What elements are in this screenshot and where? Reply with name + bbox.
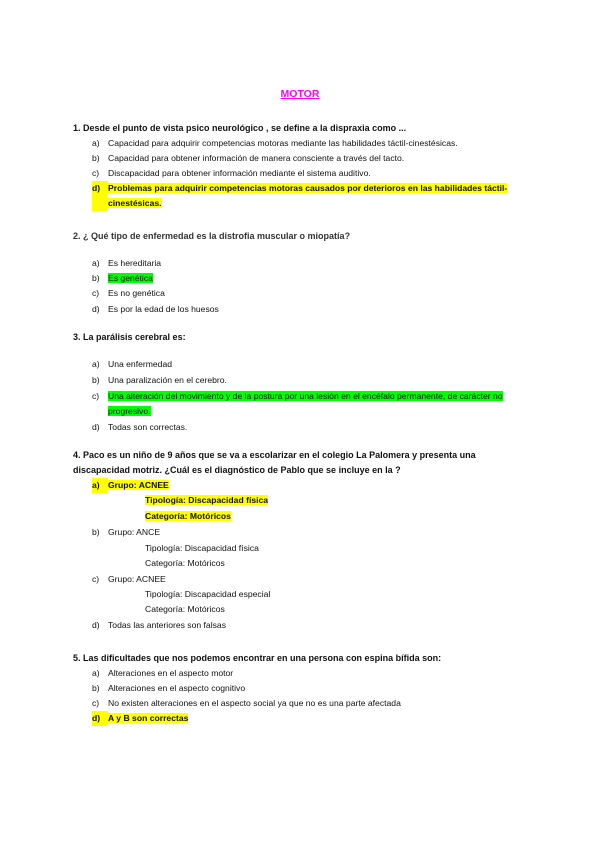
option-label: d) [92,711,108,726]
option-label: a) [92,478,108,493]
q4-option-c [92,572,532,587]
q3-option-c [92,389,532,419]
option-label: b) [92,153,100,163]
option-text-highlighted: Problemas para adquirir competencias motoras causados por deterioros en las habilidades táctil-cinestésicas. [108,183,508,208]
q3-option-d [92,420,532,435]
q4-option-b [92,525,532,540]
option-text: Alteraciones en el aspecto motor [108,668,234,678]
option-text-highlighted: Una alteración del movimiento y de la postura por una lesión en el encéfalo permanente, de carácter no progresivo. [108,391,503,416]
q4-b-categoria: Categoría: Motóricos [145,558,225,568]
question-5: 5. Las dificultades que nos podemos encontrar en una persona con espina bífida son: [73,653,442,663]
option-text-highlighted: Es genética [108,273,153,283]
option-text: Es por la edad de los huesos [108,304,219,314]
option-text-highlighted: A y B son correctas [108,713,189,723]
question-4: 4. Paco es un niño de 9 años que se va a escolarizar en el colegio La Palomera y presenta una discapacidad motriz. ¿Cuál es el diagnóstico de Pablo que se incluye en la ? [73,450,476,475]
q5-option-b [92,681,532,696]
question-1: 1. Desde el punto de vista psico neurológico , se define a la dispraxia como ... [73,123,407,133]
option-label: c) [92,391,100,401]
q1-option-a [92,136,532,151]
q3-option-a [92,357,532,372]
option-text: Una enfermedad [108,359,173,369]
q5-option-a [92,666,532,681]
option-text: Capacidad para adquirir competencias motoras mediante las habilidades táctil-cinestésicas. [108,138,458,148]
option-label: c) [92,168,100,178]
page-title: MOTOR [280,88,320,100]
option-grupo: Grupo: ANCE [108,527,161,537]
q4-a-tipologia: Tipología: Discapacidad física [145,495,269,505]
option-label: c) [92,574,100,584]
q1-option-d [92,181,532,211]
option-label: d) [92,304,100,314]
option-label: b) [92,375,100,385]
option-label: c) [92,698,100,708]
option-text: Una paralización en el cerebro. [108,375,227,385]
option-text: Todas son correctas. [108,422,188,432]
q2-option-c [92,286,532,301]
option-label: d) [92,181,108,211]
q2-option-d [92,302,532,317]
q5-option-d [92,711,532,726]
option-label: c) [92,288,100,298]
option-text: Todas las anteriores son falsas [108,620,226,630]
option-text: Discapacidad para obtener información mediante el sistema auditivo. [108,168,371,178]
q4-b-tipologia: Tipología: Discapacidad física [145,543,259,553]
option-label: a) [92,138,100,148]
q4-option-d [92,618,532,633]
option-text: Capacidad para obtener información de manera consciente a través del tacto. [108,153,405,163]
option-text: Es hereditaria [108,258,162,268]
option-label: b) [92,683,100,693]
q4-c-tipologia: Tipología: Discapacidad especial [145,589,271,599]
option-label: b) [92,273,100,283]
option-text: Es no genética [108,288,165,298]
question-3: 3. La parálisis cerebral es: [73,332,186,342]
option-label: a) [92,668,100,678]
option-text: No existen alteraciones en el aspecto social ya que no es una parte afectada [108,698,401,708]
option-grupo: Grupo: ACNEE [108,574,166,584]
option-text: Alteraciones en el aspecto cognitivo [108,683,246,693]
q4-option-a [92,478,532,493]
q1-option-b [92,151,532,166]
option-label: a) [92,258,100,268]
option-label: d) [92,620,100,630]
q4-c-categoria: Categoría: Motóricos [145,604,225,614]
option-label: a) [92,359,100,369]
q2-option-b [92,271,532,286]
option-grupo: Grupo: ACNEE [108,480,169,490]
q3-option-b [92,373,532,388]
q1-option-c [92,166,532,181]
option-label: d) [92,422,100,432]
q5-option-c [92,696,532,711]
q2-option-a [92,256,532,271]
question-2: 2. ¿ Qué tipo de enfermedad es la distrofia muscular o miopatía? [73,231,351,241]
q4-a-categoria: Categoría: Motóricos [145,511,231,521]
option-label: b) [92,527,100,537]
